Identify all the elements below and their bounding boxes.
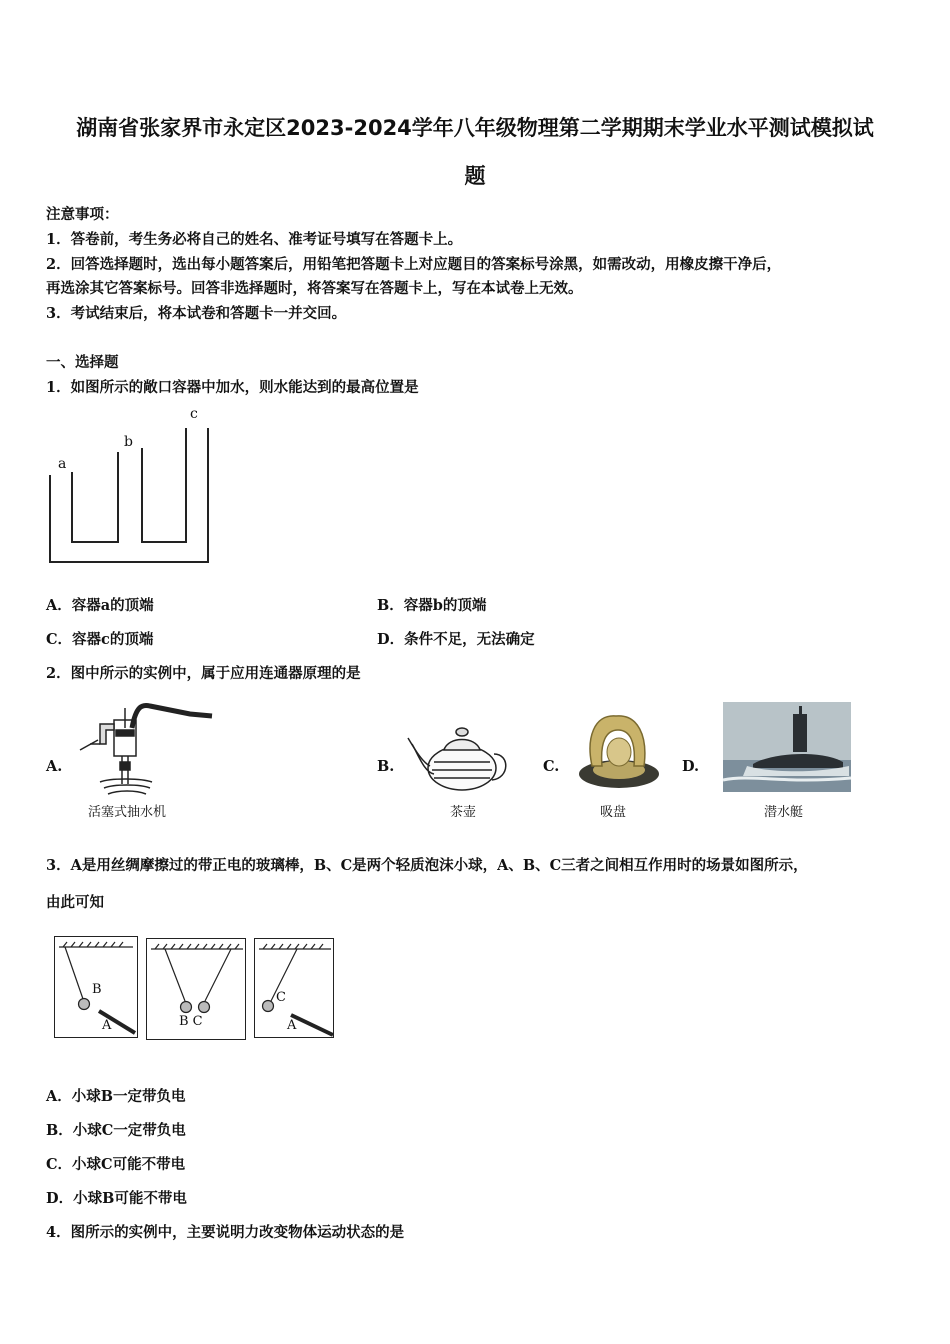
submarine-photo-icon: [723, 702, 851, 792]
notice-item-2: 2．回答选择题时，选出每小题答案后，用铅笔把答题卡上对应题目的答案标号涂黑，如需改动，用橡皮擦干净后，: [46, 256, 782, 273]
caption-piston-pump: 活塞式抽水机: [88, 805, 167, 820]
q3-fig3-label-a: A: [287, 1018, 297, 1033]
q1-container-figure: [40, 400, 220, 570]
teapot-icon: [404, 718, 514, 796]
q1-option-c[interactable]: C．容器c的顶端: [46, 631, 154, 648]
question-3-stem-continued: 由此可知: [46, 894, 104, 911]
q1-option-b[interactable]: B．容器b的顶端: [377, 597, 487, 614]
caption-submarine: 潜水艇: [764, 805, 804, 820]
q3-fig3-label-c: C: [276, 990, 286, 1005]
notice-item-1: 1．答卷前，考生务必将自己的姓名、准考证号填写在答题卡上。: [46, 231, 463, 248]
caption-suction-cup: 吸盘: [600, 805, 627, 820]
q2-option-c[interactable]: C.: [543, 758, 560, 775]
q3-option-d[interactable]: D．小球B可能不带电: [46, 1190, 187, 1207]
q1-option-d[interactable]: D．条件不足，无法确定: [377, 631, 535, 648]
question-4-stem: 4．图所示的实例中，主要说明力改变物体运动状态的是: [46, 1224, 405, 1241]
q3-option-a[interactable]: A．小球B一定带负电: [46, 1088, 186, 1105]
q2-option-b[interactable]: B.: [377, 758, 395, 775]
section-heading: 一、选择题: [46, 354, 119, 371]
question-2-stem: 2．图中所示的实例中，属于应用连通器原理的是: [46, 665, 361, 682]
q3-option-c[interactable]: C．小球C可能不带电: [46, 1156, 186, 1173]
q1-option-a[interactable]: A．容器a的顶端: [46, 597, 154, 614]
q3-fig1-label-a: A: [102, 1018, 112, 1033]
q3-option-b[interactable]: B．小球C一定带负电: [46, 1122, 186, 1139]
q2-option-d[interactable]: D.: [682, 758, 700, 775]
question-3-stem: 3．A是用丝绸摩擦过的带正电的玻璃棒，B、C是两个轻质泡沫小球，A、B、C三者之间相互作用时的场景如图所示，: [46, 857, 808, 874]
caption-teapot: 茶壶: [450, 805, 477, 820]
page-title-continued: 题: [464, 164, 486, 188]
q3-fig1-label-b: B: [92, 982, 102, 997]
q2-option-a[interactable]: A.: [46, 758, 63, 775]
container-label-c: c: [190, 406, 198, 422]
notice-heading: 注意事项：: [46, 206, 119, 223]
piston-pump-icon: [70, 700, 220, 800]
container-label-a: a: [58, 456, 67, 472]
notice-item-2-continued: 再选涂其它答案标号。回答非选择题时，将答案写在答题卡上，写在本试卷上无效。: [46, 280, 583, 297]
container-label-b: b: [124, 434, 133, 450]
q3-fig2-label-bc: B C: [179, 1014, 203, 1029]
question-1-stem: 1．如图所示的敞口容器中加水，则水能达到的最高位置是: [46, 379, 419, 396]
page-title: 湖南省张家界市永定区2023-2024学年八年级物理第二学期期末学业水平测试模拟试: [76, 116, 874, 140]
notice-item-3: 3．考试结束后，将本试卷和答题卡一并交回。: [46, 305, 347, 322]
suction-cup-icon: [572, 708, 666, 798]
